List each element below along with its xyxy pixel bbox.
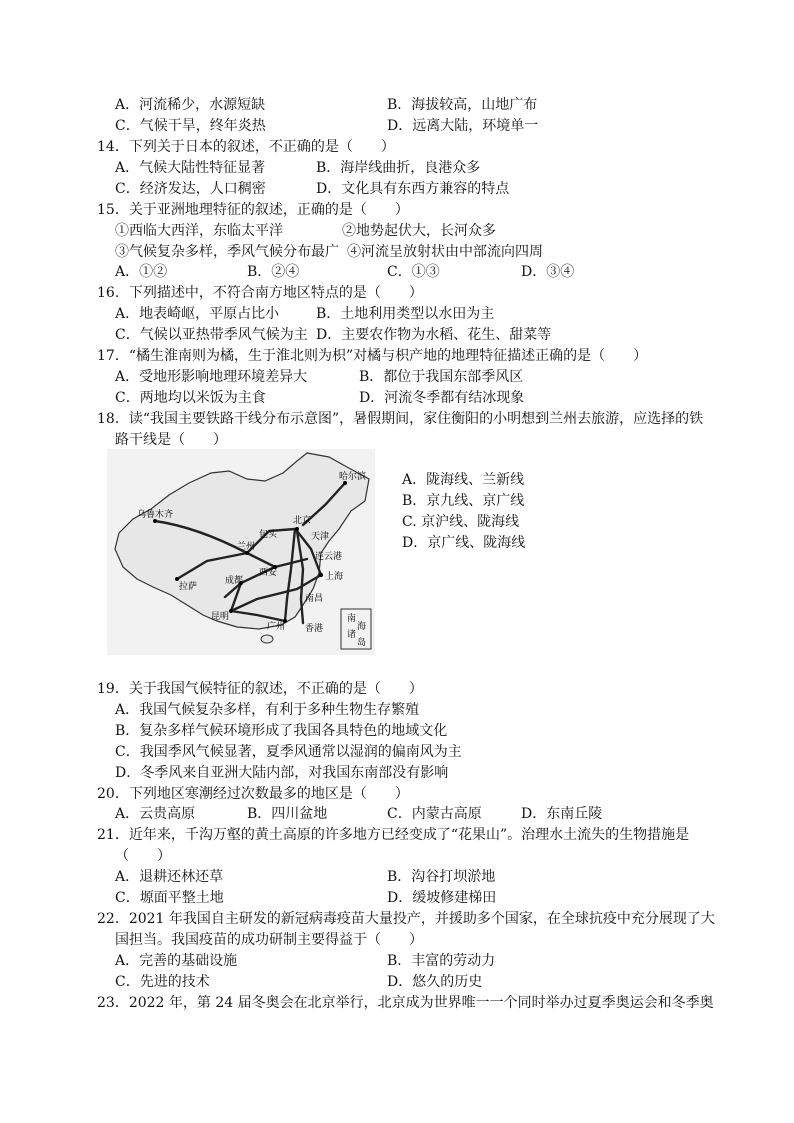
q15-option-b: B．②④ <box>247 264 300 280</box>
q22-option-d: D．悠久的历史 <box>387 974 483 990</box>
inset-label-1: 南 <box>347 614 357 624</box>
q15-option-d: D．③④ <box>521 264 575 280</box>
q23-stem-line1: 23．2022 年，第 24 届冬奥会在北京举行，北京成为世界唯一一个同时举办过夏季奥运会和冬季奥 <box>97 995 714 1011</box>
city-dot-lhasa <box>175 577 179 581</box>
q16-stem: 16．下列描述中，不符合南方地区特点的是（ ） <box>97 285 423 301</box>
q20-option-c: C．内蒙古高原 <box>387 806 482 822</box>
q14-stem: 14．下列关于日本的叙述，不正确的是（ ） <box>97 139 395 155</box>
q18-option-d: D．京广线、陇海线 <box>402 535 526 551</box>
label-beijing: 北京 <box>293 516 312 526</box>
label-harbin: 哈尔滨 <box>339 472 367 482</box>
q21-stem-line2: （ ） <box>115 848 171 864</box>
railway-map <box>107 449 375 655</box>
label-shanghai: 上海 <box>325 572 344 582</box>
q21-option-c: C．塬面平整土地 <box>115 890 224 906</box>
q22-option-c: C．先进的技术 <box>115 974 210 990</box>
q17-option-b: B．都位于我国东部季风区 <box>359 369 524 385</box>
q20-option-a: A．云贵高原 <box>115 806 196 822</box>
label-tianjin: 天津 <box>311 532 330 542</box>
hainan-island <box>261 635 273 643</box>
q13-option-a: A．河流稀少，水源短缺 <box>115 97 266 113</box>
q18-option-a: A．陇海线、兰新线 <box>402 472 525 488</box>
label-urumqi: 乌鲁木齐 <box>137 510 174 520</box>
q15-option-c: C．①③ <box>387 264 440 280</box>
q18-option-c: C. 京沪线、陇海线 <box>402 514 520 530</box>
q14-option-c: C．经济发达，人口稠密 <box>115 181 266 197</box>
q19-option-a: A．我国气候复杂多样，有利于多种生物生存繁殖 <box>115 702 420 718</box>
q16-option-d: D．主要农作物为水稻、花生、甜菜等 <box>316 327 552 343</box>
q15-statement-2: ②地势起伏大，长河众多 <box>342 223 496 239</box>
q20-stem: 20．下列地区寒潮经过次数最多的地区是（ ） <box>97 786 409 802</box>
label-lanzhou: 兰州 <box>237 542 256 552</box>
q17-option-a: A．受地形影响地理环境差异大 <box>115 369 308 385</box>
q20-option-b: B．四川盆地 <box>247 806 328 822</box>
inset-label-4: 岛 <box>357 638 367 648</box>
q22-option-a: A．完善的基础设施 <box>115 953 238 969</box>
q13-option-d: D．远离大陆，环境单一 <box>387 118 539 134</box>
q17-option-d: D．河流冬季都有结冰现象 <box>359 390 525 406</box>
q19-option-d: D．冬季风来自亚洲大陆内部，对我国东南部没有影响 <box>115 765 449 781</box>
q18-stem-line2: 路干线是（ ） <box>115 432 227 448</box>
q14-option-a: A．气候大陆性特征显著 <box>115 160 266 176</box>
city-dot-shanghai <box>319 573 323 577</box>
q15-statement-4: ④河流呈放射状由中部流向四周 <box>347 244 543 260</box>
inset-label-2: 海 <box>357 622 367 632</box>
q16-option-b: B．土地利用类型以水田为主 <box>316 306 495 322</box>
label-xian: 西安 <box>259 568 278 578</box>
q13-option-b: B．海拔较高，山地广布 <box>387 97 538 113</box>
q17-stem: 17．“橘生淮南则为橘，生于淮北则为枳”对橘与枳产地的地理特征描述正确的是（ ） <box>97 348 648 364</box>
q20-option-d: D．东南丘陵 <box>521 806 603 822</box>
q15-option-a: A．①② <box>115 264 168 280</box>
q16-option-c: C．气候以亚热带季风气候为主 <box>115 327 308 343</box>
label-lianyungang: 连云港 <box>315 552 343 562</box>
q14-option-d: D．文化具有东西方兼容的特点 <box>316 181 510 197</box>
label-kunming: 昆明 <box>211 612 230 622</box>
q22-option-b: B．丰富的劳动力 <box>387 953 496 969</box>
q19-option-b: B．复杂多样气候环境形成了我国各具特色的地域文化 <box>115 723 448 739</box>
q21-option-a: A．退耕还林还草 <box>115 869 224 885</box>
q21-option-b: B．沟谷打坝淤地 <box>387 869 496 885</box>
city-dot-beijing <box>295 527 299 531</box>
label-guangzhou: 广州 <box>267 622 286 632</box>
label-baotou: 包头 <box>259 530 278 540</box>
q13-option-c: C．气候干旱，终年炎热 <box>115 118 266 134</box>
q18-option-b: B．京九线、京广线 <box>402 493 525 509</box>
q15-statement-3: ③气候复杂多样，季风气候分布最广 <box>115 244 339 260</box>
q16-option-a: A．地表崎岖，平原占比小 <box>115 306 280 322</box>
label-chengdu: 成都 <box>225 576 244 586</box>
q22-stem-line2: 国担当。我国疫苗的成功研制主要得益于（ ） <box>115 932 423 948</box>
label-lhasa: 拉萨 <box>179 582 198 592</box>
q22-stem-line1: 22．2021 年我国自主研发的新冠病毒疫苗大量投产，并援助多个国家，在全球抗疫中充分展现了大 <box>97 911 715 927</box>
q21-stem-line1: 21．近年来，千沟万壑的黄土高原的许多地方已经变成了“花果山”。治理水土流失的生物措施是 <box>97 827 690 843</box>
q19-option-c: C．我国季风气候显著，夏季风通常以湿润的偏南风为主 <box>115 744 462 760</box>
q14-option-b: B．海岸线曲折，良港众多 <box>316 160 481 176</box>
q18-stem-line1: 18．读“我国主要铁路干线分布示意图”，暑假期间，家住衡阳的小明想到兰州去旅游，应选择的铁 <box>97 411 704 427</box>
q15-stem: 15．关于亚洲地理特征的叙述，正确的是（ ） <box>97 202 409 218</box>
q21-option-d: D．缓坡修建梯田 <box>387 890 497 906</box>
q19-stem: 19．关于我国气候特征的叙述，不正确的是（ ） <box>97 681 423 697</box>
q17-option-c: C．两地均以米饭为主食 <box>115 390 266 406</box>
label-hongkong: 香港 <box>305 624 324 634</box>
china-outline <box>115 453 369 629</box>
city-dot-kunming <box>229 609 233 613</box>
q15-statement-1: ①西临大西洋，东临太平洋 <box>115 223 283 239</box>
inset-label-3: 诸 <box>347 630 357 640</box>
label-nanchang: 南昌 <box>305 594 324 604</box>
